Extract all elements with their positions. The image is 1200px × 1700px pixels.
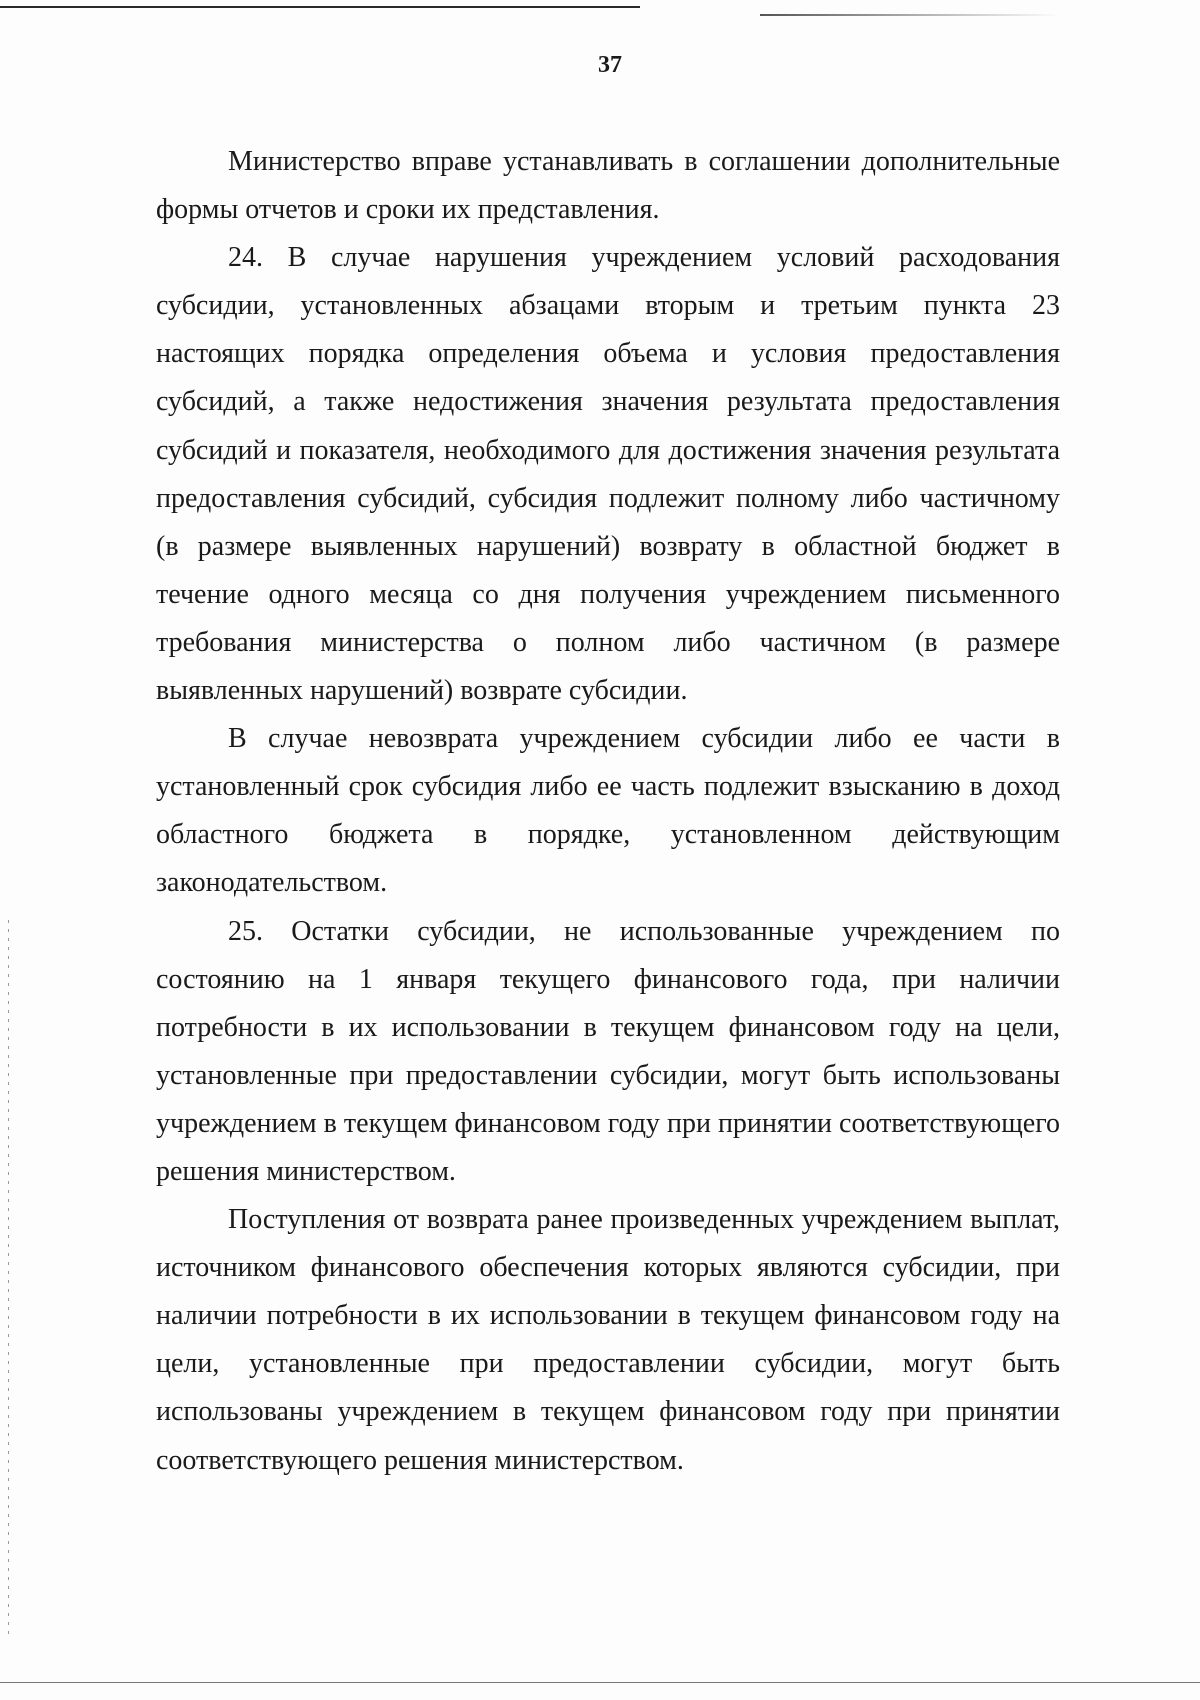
scan-border-top bbox=[0, 6, 640, 8]
document-body bbox=[156, 138, 1060, 1485]
paragraph-reporting-forms: Министерство вправе устанавливать в соглашении дополнительные формы отчетов и сроки их представления. bbox=[156, 146, 1060, 226]
paragraph-25-subsidy-balances: 25. Остатки субсидии, не использованные учреждением по состоянию на 1 января текущего финансового года, при наличии потребности в их использовании в текущем финансовом году на цели, установленные при предоставлении субсидии, могут быть использованы учреждением в текущем финансовом году при принятии соответствующего решения министерством. bbox=[156, 915, 1060, 1187]
scan-edge-left bbox=[8, 920, 9, 1640]
paragraph-non-return-recovery: В случае невозврата учреждением субсидии либо ее части в установленный срок субсидия либо ее часть подлежит взысканию в доход областного бюджета в порядке, установленном действующим законодательством. bbox=[156, 723, 1060, 899]
page-number: 37 bbox=[598, 52, 622, 78]
paragraph-refund-receipts: Поступления от возврата ранее произведенных учреждением выплат, источником финансового обеспечения которых являются субсидии, при наличии потребности в их использовании в текущем финансовом году на цели, установленные при предоставлении субсидии, могут быть использованы учреждением в текущем финансовом году при принятии соответствующего решения министерством. bbox=[156, 1204, 1060, 1476]
scan-border-top-right bbox=[760, 14, 1060, 16]
paragraph-24-subsidy-return: 24. В случае нарушения учреждением условий расходования субсидии, установленных абзацами вторым и третьим пункта 23 настоящих порядка определения объема и условия предоставления субсидий, а также недостижения значения результата предоставления субсидий и показателя, необходимого для достижения значения результата предоставления субсидий, субсидия подлежит полному либо частичному (в размере выявленных нарушений) возврату в областной бюджет в течение одного месяца со дня получения учреждением письменного требования министерства о полном либо частичном (в размере выявленных нарушений) возврате субсидии. bbox=[156, 242, 1060, 707]
scan-border-bottom bbox=[0, 1682, 1200, 1683]
